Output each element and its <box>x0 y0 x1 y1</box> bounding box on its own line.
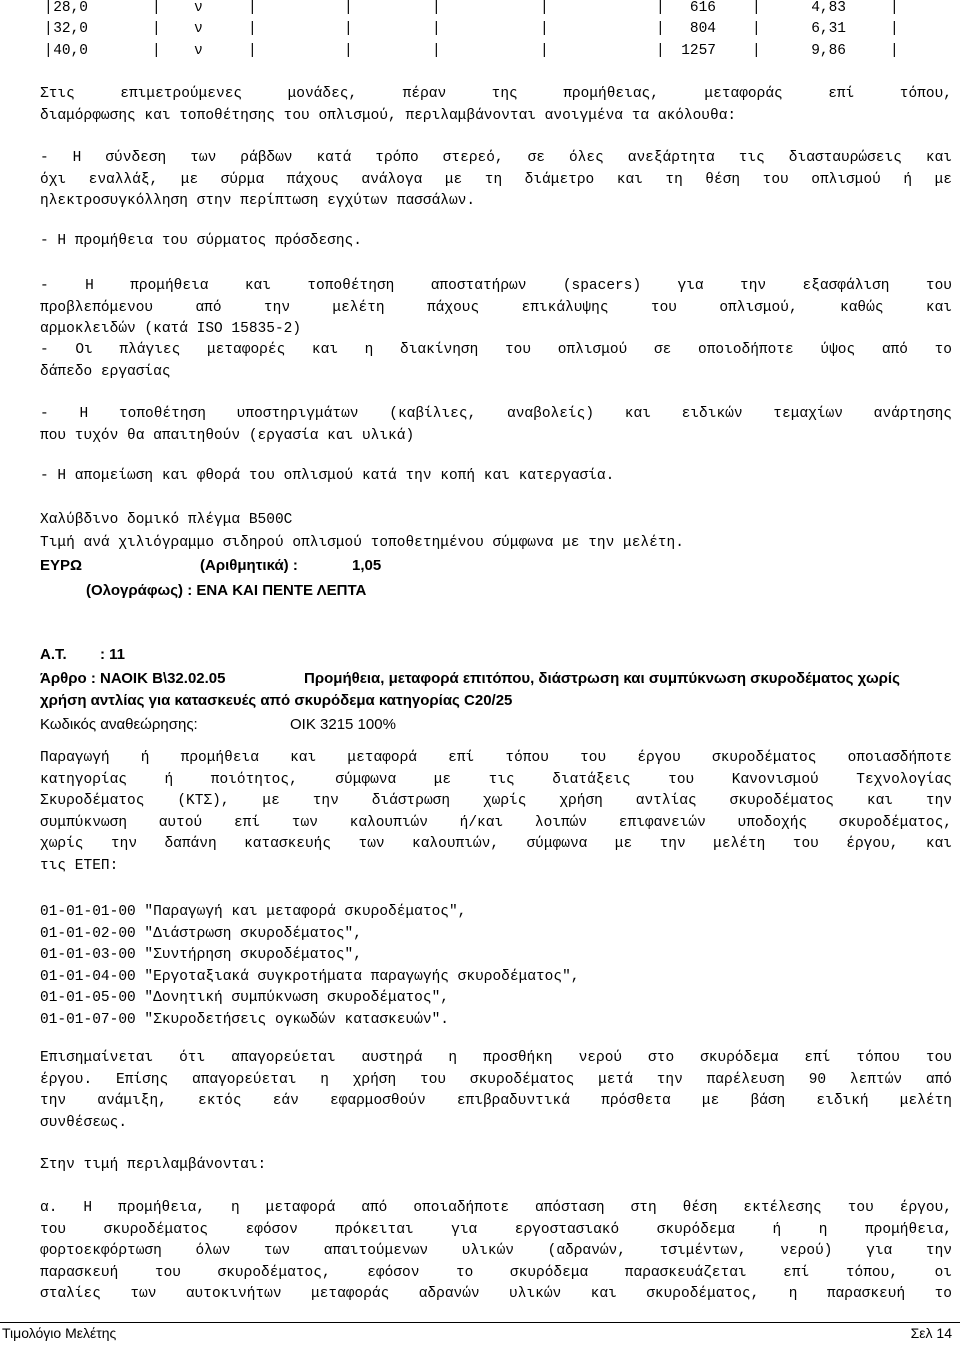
table-row <box>0 43 960 65</box>
text-line: φορτοεκφόρτωση όλων των απαιτούμενων υλικών (αδρανών, τσιμέντων, νερού) για την <box>40 1243 952 1260</box>
footer-title: Τιμολόγιο Μελέτης <box>2 1325 117 1341</box>
etep-list <box>40 902 952 1032</box>
table-column-separator: | <box>890 0 899 16</box>
text-line: διαμόρφωσης και τοποθέτησης του οπλισμού, περιλαμβάνονται ανοιγμένα τα ακόλουθα: <box>40 107 737 124</box>
text-line: α. Η προμήθεια, η μεταφορά από οποιαδήποτε απόσταση στη θέση εκτέλεσης του έργου, <box>40 1200 952 1216</box>
text-line: χωρίς την δαπάνη κατασκευής των καλουπιών, σύμφωνα με την μελέτη του έργου, και <box>40 836 952 853</box>
table-column-separator: | <box>540 21 549 37</box>
article-code: Άρθρο : ΝΑΟΙΚ Β\32.02.05 <box>40 670 226 687</box>
table-cell-diameter: 40,0 <box>53 43 88 59</box>
text-line: προβλεπόμενου από την μελέτη πάχους επικάλυψης του οπλισμού, καθώς και <box>40 299 952 316</box>
text-line: σταλίες των αυτοκινήτων μεταφοράς αδρανών υλικών και σκυροδέματος, η παρασκευή το <box>40 1286 952 1303</box>
table-cell-unit: ν <box>194 0 203 16</box>
price-numeric-value: 1,05 <box>352 557 382 574</box>
table-column-separator: | <box>152 21 161 37</box>
table-column-separator: | <box>432 43 441 59</box>
table-cell-weight: 6,31 <box>811 21 846 37</box>
revision-code-value: ΟΙΚ 3215 100% <box>290 716 396 733</box>
revision-code-label: Κωδικός αναθεώρησης: <box>40 716 198 733</box>
text-line: παρασκευή του σκυροδέματος, εφόσον το σκυρόδεμα παρασκευάζεται επί τόπου, οι <box>40 1264 952 1281</box>
text-line: - Οι πλάγιες μεταφορές και η διακίνηση του οπλισμού σε οποιοδήποτε ύψος από το <box>40 342 952 358</box>
table-column-separator: | <box>152 0 161 16</box>
table-column-separator: | <box>44 21 53 37</box>
table-cell-unit: ν <box>194 21 203 37</box>
description-paragraph <box>40 748 952 878</box>
text-line: όχι εναλλάξ, με σύρμα πάχους ανάλογα με τη διάμετρο και τη θέση του οπλισμού ή με <box>40 171 952 188</box>
text-line: του σκυροδέματος εφόσον πρόκειται για εργοστασιακό σκυρόδεμα ή η προμήθεια, <box>40 1221 952 1238</box>
table-column-separator: | <box>752 43 761 59</box>
intro-paragraph <box>40 84 952 127</box>
text-line: τις ΕΤΕΠ: <box>40 857 119 874</box>
table-row <box>0 0 960 22</box>
article-title-line2: χρήση αντλίας για κατασκευές από σκυρόδεμα κατηγορίας C20/25 <box>40 692 513 709</box>
item-lateral-transport <box>40 340 952 383</box>
table-column-separator: | <box>44 43 53 59</box>
table-column-separator: | <box>432 21 441 37</box>
text-line: δάπεδο εργασίας <box>40 363 171 380</box>
mesh-title: Χαλύβδινο δομικό πλέγμα B500C <box>40 512 293 528</box>
table-cell-length: 1257 <box>681 43 716 59</box>
text-line: έργου. Επίσης απαγορεύεται η χρήση του σκυροδέματος μετά την παρέλευση 90 λεπτών από <box>40 1071 952 1088</box>
table-column-separator: | <box>540 43 549 59</box>
item-spacers <box>40 276 952 341</box>
table-column-separator: | <box>656 0 665 16</box>
table-column-separator: | <box>152 43 161 59</box>
text-line: που τυχόν θα απαιτηθούν (εργασία και υλικά) <box>40 427 415 444</box>
table-cell-length: 616 <box>689 0 716 16</box>
text-line: Σκυροδέματος (ΚΤΣ), με την διάστρωση χωρίς χρήση αντλίας σκυροδέματος και την <box>40 793 952 810</box>
table-column-separator: | <box>432 0 441 16</box>
text-line: 01-01-03-00 "Συντήρηση σκυροδέματος", <box>40 947 362 964</box>
table-column-separator: | <box>248 43 257 59</box>
table-column-separator: | <box>248 21 257 37</box>
text-line: κατηγορίας ή ποιότητος, σύμφωνα με τις διατάξεις του Κανονισμού Τεχνολογίας <box>40 771 952 788</box>
price-unit-description: Τιμή ανά χιλιόγραμμο σιδηρού οπλισμού τοποθετημένου σύμφωνα με την μελέτη. <box>40 535 684 551</box>
text-line: Στις επιμετρούμενες μονάδες, πέραν της προμήθειας, μεταφοράς επί τόπου, <box>40 86 952 102</box>
price-numeric-label: (Αριθμητικά) : <box>200 557 298 574</box>
table-cell-unit: ν <box>194 43 203 59</box>
table-cell-diameter: 28,0 <box>53 0 88 16</box>
item-supports <box>40 404 952 447</box>
text-line: συνθέσεως. <box>40 1114 128 1131</box>
price-in-words: (Ολογράφως) : ΕΝΑ ΚΑΙ ΠΕΝΤΕ ΛΕΠΤΑ <box>86 582 367 599</box>
text-line: 01-01-05-00 "Δονητική συμπύκνωση σκυροδέματος", <box>40 990 449 1007</box>
table-cell-length: 804 <box>689 21 716 37</box>
table-column-separator: | <box>656 21 665 37</box>
article-at-label: Α.Τ. <box>40 646 67 663</box>
table-column-separator: | <box>890 43 899 59</box>
table-column-separator: | <box>752 21 761 37</box>
table-column-separator: | <box>248 0 257 16</box>
table-column-separator: | <box>890 21 899 37</box>
table-column-separator: | <box>44 0 53 16</box>
article-at-value: : 11 <box>100 646 126 663</box>
text-line: συμπύκνωση αυτού επί των καλουπιών ή/και λοιπών επιφανειών υποδοχής σκυροδέματος, <box>40 814 952 831</box>
table-column-separator: | <box>344 43 353 59</box>
item-waste: - Η απομείωση και φθορά του οπλισμού κατά την κοπή και κατεργασία. <box>40 468 615 484</box>
footer-page-number: Σελ 14 <box>910 1325 952 1341</box>
text-line: 01-01-04-00 "Εργοταξιακά συγκροτήματα παραγωγής σκυροδέματος", <box>40 968 580 985</box>
includes-item-a <box>40 1198 952 1306</box>
footer-rule <box>0 1322 960 1323</box>
text-line: - Η σύνδεση των ράβδων κατά τρόπο στερεό, σε όλες ανεξάρτητα τις διασταυρώσεις και <box>40 150 952 166</box>
table-column-separator: | <box>540 0 549 16</box>
text-line: 01-01-02-00 "Διάστρωση σκυροδέματος", <box>40 925 362 942</box>
item-binding-wire: - Η προμήθεια του σύρματος πρόσδεσης. <box>40 233 362 249</box>
includes-label: Στην τιμή περιλαμβάνονται: <box>40 1157 267 1173</box>
table-column-separator: | <box>752 0 761 16</box>
text-line: - Η προμήθεια και τοποθέτηση αποστατήρων (spacers) για την εξασφάλιση του <box>40 278 952 294</box>
table-column-separator: | <box>344 0 353 16</box>
table-cell-weight: 9,86 <box>811 43 846 59</box>
text-line: 01-01-07-00 "Σκυροδετήσεις ογκωδών κατασκευών". <box>40 1011 449 1028</box>
item-bar-binding <box>40 148 952 213</box>
article-title-line1: Προμήθεια, μεταφορά επιτόπου, διάστρωση και συμπύκνωση σκυροδέματος χωρίς <box>304 670 900 687</box>
text-line: την ανάμιξη, εκτός εάν εφαρμοσθούν επιβραδυντικά πρόσθετα με βάση ειδική μελέτη <box>40 1093 952 1110</box>
text-line: Παραγωγή ή προμήθεια και μεταφορά επί τόπου του έργου σκυροδέματος οποιασδήποτε <box>40 750 952 766</box>
table-row <box>0 21 960 43</box>
text-line: ηλεκτροσυγκόλληση στην περίπτωση εγχύτων πασσάλων. <box>40 193 476 210</box>
price-currency: ΕΥΡΩ <box>40 557 83 574</box>
text-line: 01-01-01-00 "Παραγωγή και μεταφορά σκυροδέματος", <box>40 904 467 920</box>
table-column-separator: | <box>656 43 665 59</box>
table-column-separator: | <box>344 21 353 37</box>
text-line: αρμοκλειδών (κατά ISO 15835-2) <box>40 321 302 338</box>
table-cell-diameter: 32,0 <box>53 21 88 37</box>
text-line: Επισημαίνεται ότι απαγορεύεται αυστηρά η προσθήκη νερού στο σκυρόδεμα επί τόπου του <box>40 1050 952 1066</box>
table-cell-weight: 4,83 <box>811 0 846 16</box>
note-paragraph <box>40 1048 952 1134</box>
text-line: - Η τοποθέτηση υποστηριγμάτων (καβίλιες, αναβολείς) και ειδικών τεμαχίων ανάρτησης <box>40 406 952 422</box>
